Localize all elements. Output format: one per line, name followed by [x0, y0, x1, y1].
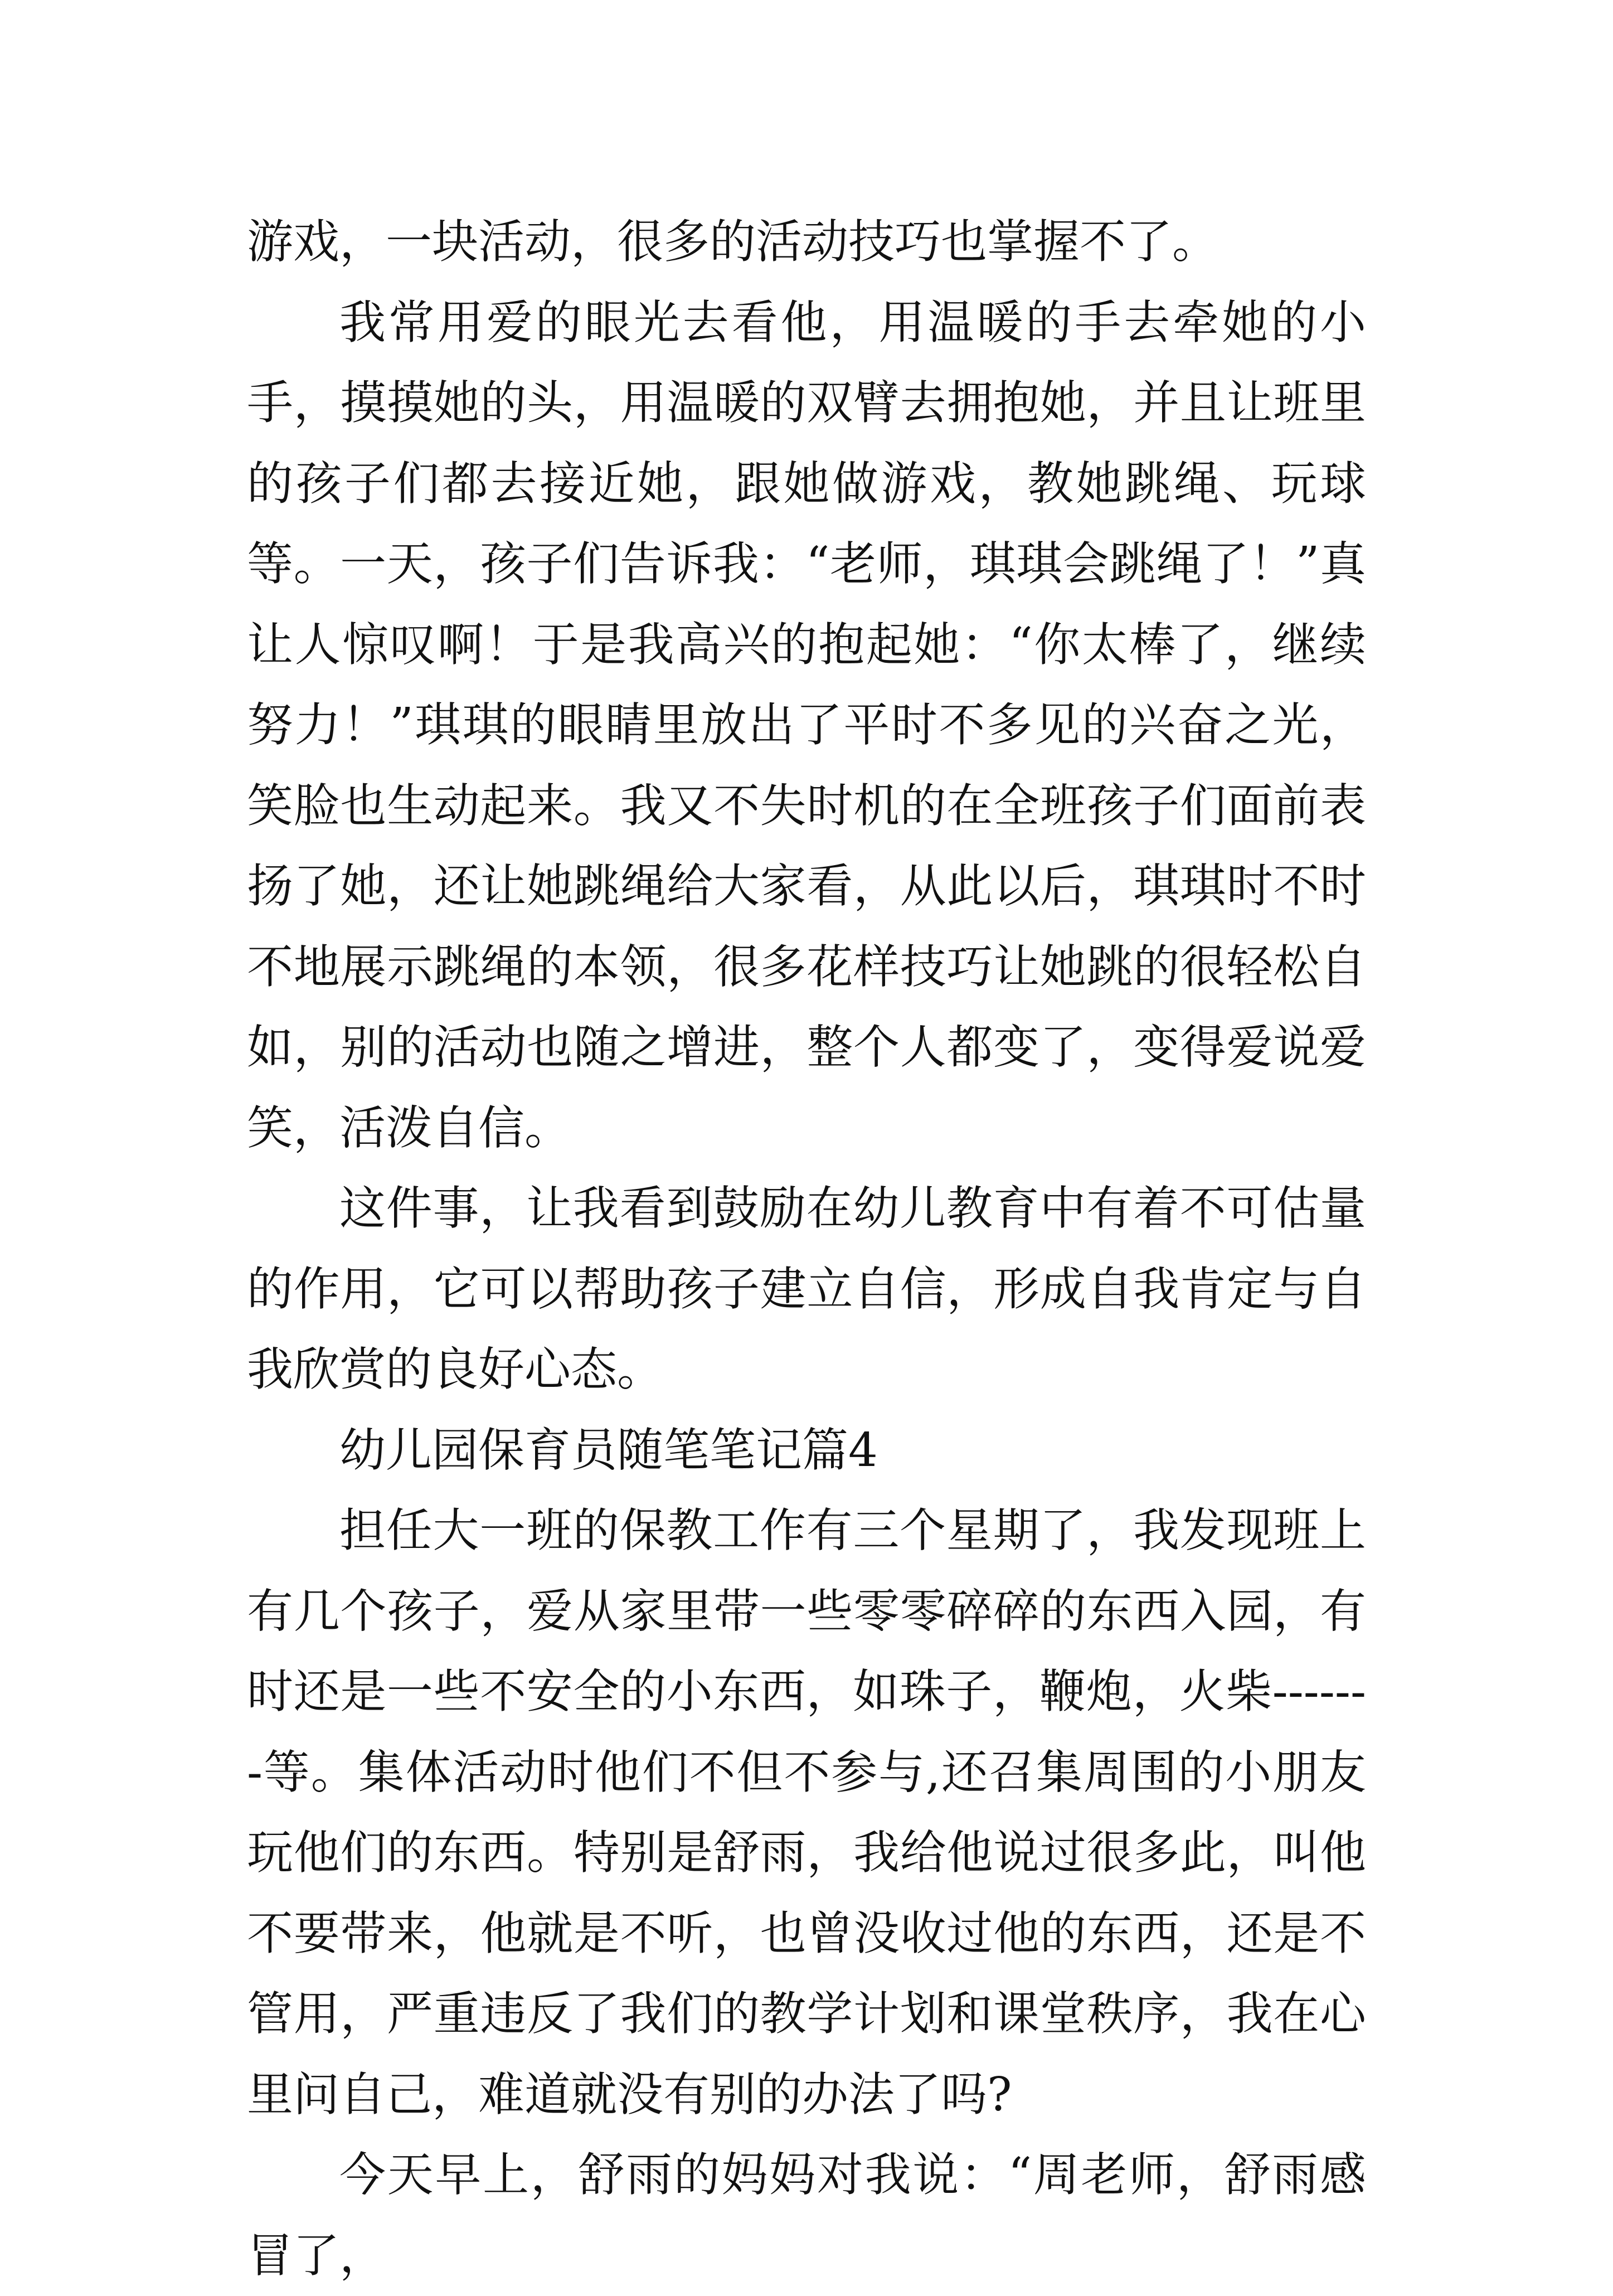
paragraph-4: 担任大一班的保教工作有三个星期了，我发现班上有几个孩子，爱从家里带一些零零碎碎的东西入园，有时还是一些不安全的小东西，如珠子，鞭炮，火柴-------等。集体活动时他们不但不参与,还召集周围的小朋友玩他们的东西。特别是舒雨，我给他说过很多此，叫他不要带来，他就是不听，也曾没收过他的东西，还是不管用，严重违反了我们的教学计划和课堂秩序，我在心里问自己，难道就没有别的办法了吗?: [247, 1503, 1366, 2122]
paragraph-1: 游戏，一块活动，很多的活动技巧也掌握不了。: [247, 215, 1218, 269]
paragraph-2: 我常用爱的眼光去看他，用温暖的手去牵她的小手，摸摸她的头，用温暖的双臂去拥抱她，并且让班里的孩子们都去接近她，跟她做游戏，教她跳绳、玩球等。一天，孩子们告诉我：“老师，琪琪会跳绳了！”真让人惊叹啊！于是我高兴的抱起她：“你太棒了，继续努力！”琪琪的眼睛里放出了平时不多见的兴奋之光，笑脸也生动起来。我又不失时机的在全班孩子们面前表扬了她，还让她跳绳给大家看，从此以后，琪琪时不时不地展示跳绳的本领，很多花样技巧让她跳的很轻松自如，别的活动也随之增进，整个人都变了，变得爱说爱笑，活泼自信。: [247, 295, 1366, 1155]
paragraph-5: 今天早上，舒雨的妈妈对我说：“周老师，舒雨感冒了，: [247, 2148, 1366, 2283]
paragraph-3: 这件事，让我看到鼓励在幼儿教育中有着不可估量的作用，它可以帮助孩子建立自信，形成自我肯定与自我欣赏的良好心态。: [247, 1181, 1366, 1396]
section-heading: 幼儿园保育员随笔笔记篇4: [339, 1423, 878, 1477]
document-body: [247, 202, 1366, 2296]
